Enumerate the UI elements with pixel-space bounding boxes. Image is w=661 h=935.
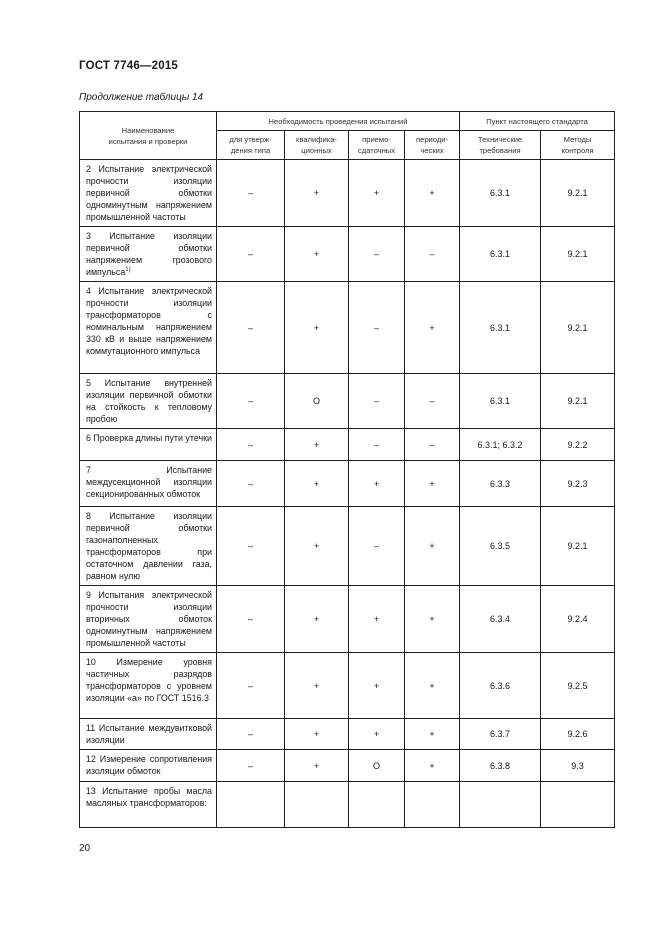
acceptance-cell (349, 782, 405, 828)
header-necessity: Необходимость проведения испытаний (217, 112, 460, 131)
test-name-cell (80, 282, 217, 374)
test-name-cell (80, 782, 217, 828)
table-caption: Продолжение таблицы 14 (79, 92, 204, 103)
periodic-cell (405, 782, 460, 828)
qualification-cell: + (285, 719, 349, 750)
header-clause: Пункт настоящего стандарта (460, 112, 615, 131)
qualification-cell (285, 782, 349, 828)
tech-requirement-cell (460, 782, 541, 828)
header-name: Наименование испытания и проверки (80, 112, 217, 160)
table-row (80, 653, 615, 719)
page-number: 20 (79, 843, 91, 854)
type-approval-cell: – (217, 653, 285, 719)
table-row (80, 719, 615, 750)
acceptance-cell: О (349, 750, 405, 782)
tech-requirement-cell: 6.3.8 (460, 750, 541, 782)
control-method-cell: 9.2.1 (541, 282, 615, 374)
test-name: 5 Испытание внутренней изоляции первичной обмотки на стойкость к тепловому пробою (86, 378, 212, 424)
qualification-cell: + (285, 282, 349, 374)
acceptance-cell: – (349, 227, 405, 282)
test-name: 8 Испытание изоляции первичной обмотки газонаполненных трансформаторов при остаточном давлении газа, равном нулю (86, 511, 212, 581)
control-method-cell: 9.2.1 (541, 507, 615, 586)
test-name: 9 Испытания электрической прочности изоляции вторичных обмоток одноминутным напряжением промышленной частоты (86, 590, 212, 648)
test-name-cell (80, 461, 217, 507)
qualification-cell: + (285, 750, 349, 782)
qualification-cell: + (285, 429, 349, 461)
qualification-cell: + (285, 461, 349, 507)
type-approval-cell: – (217, 750, 285, 782)
tech-requirement-cell: 6.3.1; 6.3.2 (460, 429, 541, 461)
table-row (80, 782, 615, 828)
table-row (80, 374, 615, 429)
control-method-cell: 9.2.6 (541, 719, 615, 750)
header-acceptance: приемо-сдаточных (349, 131, 405, 160)
qualification-cell: + (285, 160, 349, 227)
periodic-cell: – (405, 227, 460, 282)
type-approval-cell: – (217, 507, 285, 586)
periodic-cell: + (405, 160, 460, 227)
periodic-cell: + (405, 507, 460, 586)
test-name: 13 Испытание пробы масла масляных трансформаторов: (86, 786, 212, 808)
control-method-cell: 9.3 (541, 750, 615, 782)
document-header: ГОСТ 7746—2015 (79, 60, 179, 72)
footnote-mark: 1) (125, 267, 131, 273)
acceptance-cell: + (349, 586, 405, 653)
test-name: 6 Проверка длины пути утечки (86, 433, 212, 443)
periodic-cell: + (405, 282, 460, 374)
type-approval-cell: – (217, 374, 285, 429)
type-approval-cell: – (217, 282, 285, 374)
tech-requirement-cell: 6.3.1 (460, 374, 541, 429)
test-name-cell (80, 227, 217, 282)
test-name-cell (80, 719, 217, 750)
tech-requirement-cell: 6.3.1 (460, 282, 541, 374)
acceptance-cell: + (349, 160, 405, 227)
tech-requirement-cell: 6.3.7 (460, 719, 541, 750)
qualification-cell: + (285, 227, 349, 282)
test-name: 12 Измерение сопротивления изоляции обмоток (86, 754, 212, 776)
test-name: 4 Испытание электрической прочности изоляции трансформаторов с номинальным напряжением 330 кВ и выше напряжением коммутационного импульса (86, 286, 212, 356)
header-periodic: периоди-ческих (405, 131, 460, 160)
table-row (80, 282, 615, 374)
periodic-cell: + (405, 750, 460, 782)
periodic-cell: + (405, 719, 460, 750)
tech-requirement-cell: 6.3.3 (460, 461, 541, 507)
test-name-cell (80, 160, 217, 227)
type-approval-cell: – (217, 227, 285, 282)
periodic-cell: + (405, 461, 460, 507)
test-name-cell (80, 429, 217, 461)
header-control-methods: Методы контроля (541, 131, 615, 160)
periodic-cell: – (405, 374, 460, 429)
control-method-cell: 9.2.5 (541, 653, 615, 719)
test-name: 7 Испытание междусекционной изоляции секционированных обмоток (86, 465, 212, 499)
acceptance-cell: + (349, 653, 405, 719)
acceptance-cell: + (349, 461, 405, 507)
control-method-cell: 9.2.3 (541, 461, 615, 507)
type-approval-cell: – (217, 586, 285, 653)
acceptance-cell: – (349, 374, 405, 429)
acceptance-cell: + (349, 719, 405, 750)
qualification-cell: + (285, 586, 349, 653)
table-row (80, 429, 615, 461)
type-approval-cell: – (217, 461, 285, 507)
header-qualification: квалифика-ционных (285, 131, 349, 160)
test-name: 10 Измерение уровня частичных разрядов трансформаторов с уровнем изоляции «а» по ГОСТ 1516.3 (86, 657, 212, 703)
table-row (80, 750, 615, 782)
tech-requirement-cell: 6.3.1 (460, 227, 541, 282)
header-type-approval: для утверж-дения типа (217, 131, 285, 160)
test-name-cell (80, 507, 217, 586)
table-row (80, 160, 615, 227)
qualification-cell: + (285, 653, 349, 719)
tech-requirement-cell: 6.3.6 (460, 653, 541, 719)
test-name: 11 Испытание междувитковой изоляции (86, 723, 212, 745)
table-row (80, 507, 615, 586)
type-approval-cell: – (217, 429, 285, 461)
qualification-cell: О (285, 374, 349, 429)
control-method-cell: 9.2.2 (541, 429, 615, 461)
acceptance-cell: – (349, 282, 405, 374)
control-method-cell: 9.2.1 (541, 227, 615, 282)
type-approval-cell: – (217, 160, 285, 227)
control-method-cell (541, 782, 615, 828)
periodic-cell: – (405, 429, 460, 461)
control-method-cell: 9.2.1 (541, 160, 615, 227)
periodic-cell: + (405, 586, 460, 653)
control-method-cell: 9.2.1 (541, 374, 615, 429)
acceptance-cell: – (349, 429, 405, 461)
header-tech-requirements: Технические требования (460, 131, 541, 160)
tech-requirement-cell: 6.3.4 (460, 586, 541, 653)
tech-requirement-cell: 6.3.1 (460, 160, 541, 227)
table-row (80, 461, 615, 507)
test-name-cell (80, 750, 217, 782)
periodic-cell: + (405, 653, 460, 719)
table-row (80, 227, 615, 282)
test-name: 3 Испытание изоляции первичной обмотки напряжением грозового импульса (86, 231, 212, 277)
acceptance-cell: – (349, 507, 405, 586)
type-approval-cell: – (217, 719, 285, 750)
test-name: 2 Испытание электрической прочности изоляции первичной обмотки одноминутным напряжением промышленной частоты (86, 164, 212, 222)
control-method-cell: 9.2.4 (541, 586, 615, 653)
test-name-cell (80, 586, 217, 653)
test-table (79, 111, 615, 828)
type-approval-cell (217, 782, 285, 828)
qualification-cell: + (285, 507, 349, 586)
test-name-cell (80, 374, 217, 429)
tech-requirement-cell: 6.3.5 (460, 507, 541, 586)
table-row (80, 586, 615, 653)
test-name-cell (80, 653, 217, 719)
